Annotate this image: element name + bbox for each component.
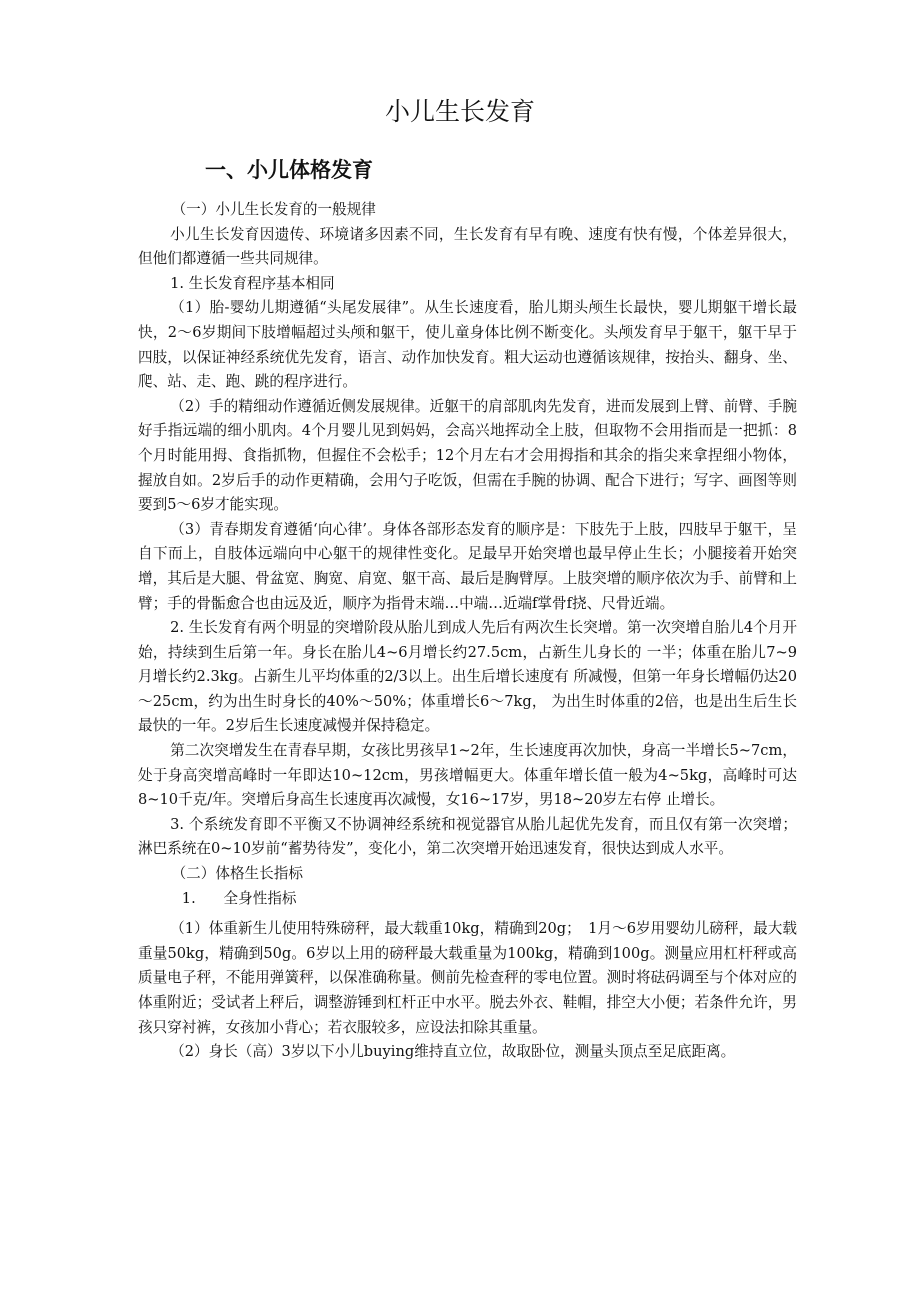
subsection-heading: （二）体格生长指标 <box>171 865 303 883</box>
section-heading: 一、小儿体格发育 <box>205 157 373 182</box>
paragraph: （1）体重新生儿使用特殊磅秤，最大载重10kg，精确到20g； 1月～6岁用婴幼儿磅秤，最大载重量50kg，精确到50g。6岁以上用的磅秤最大载重量为100kg，精确到100g。测量应用杠杆秤或高质量电子秤，不能用弹簧秤，以保准确称量。侧前先检查秤的零电位置。测时将砝码调至与个体对应的体重附近；受试者上秤后，调整游锤到杠杆正中水平。脱去外衣、鞋帽，排空大小便；若条件允许，男孩只穿衬裤，女孩加小背心；若衣服较多，应设法扣除其重量。 <box>138 920 797 1036</box>
paragraph: （2）手的精细动作遵循近侧发展规律。近躯干的肩部肌肉先发育，进而发展到上臂、前臂、手腕好手指远端的细小肌肉。4个月婴儿见到妈妈，会高兴地挥动全上肢，但取物不会用指而是一把抓：8个月时能用拇、食指抓物，但握住不会松手；12个月左右才会用拇指和其余的指尖来拿捏细小物体，握放自如。2岁后手的动作更精确，会用勺子吃饭，但需在手腕的协调、配合下进行；写字、画图等则要到5～6岁才能实现。 <box>138 397 797 514</box>
paragraph: 小儿生长发育因遗传、环境诸多因素不同，生长发育有早有晚、速度有快有慢，个体差异很大，但他们都遵循一些共同规律。 <box>138 225 797 268</box>
paragraph: （1）胎-婴幼儿期遵循“头尾发展律”。从生长速度看，胎儿期头颅生长最快，婴儿期躯干增长最快，2～6岁期间下肢增幅超过头颅和躯干，使儿童身体比例不断变化。头颅发育早于躯干，躯干早于四肢，以保证神经系统优先发育，语言、动作加快发育。粗大运动也遵循该规律，按抬头、翻身、坐、爬、站、走、跑、跳的程序进行。 <box>138 299 797 391</box>
paragraph: （2）身长（高）3岁以下小儿buying维持直立位，故取卧位，测量头顶点至足底距离。 <box>170 1043 736 1061</box>
paragraph: 3. 个系统发育即不平衡又不协调神经系统和视觉器官从胎儿起优先发育，而且仅有第一次突增；淋巴系统在0~10岁前“蓄势待发”，变化小，第二次突增开始迅速发育，很快达到成人水平。 <box>138 815 797 858</box>
document-body <box>138 198 797 1065</box>
paragraph: （3）青春期发育遵循‘向心律’。身体各部形态发育的顺序是：下肢先于上肢，四肢早于躯干，呈自下而上，自肢体远端向中心躯干的规律性变化。足最早开始突增也最早停止生长；小腿接着开始突增，其后是大腿、骨盆宽、胸宽、肩宽、躯干高、最后是胸臂厚。上肢突增的顺序依次为手、前臂和上臂；手的骨骺愈合也由远及近，顺序为指骨末端…中端…近端f掌骨f挠、尺骨近端。 <box>138 520 797 612</box>
paragraph: 第二次突增发生在青春早期，女孩比男孩早1~2年，生长速度再次加快，身高一半增长5~7cm，处于身高突增高峰时一年即达10~12cm，男孩增幅更大。体重年增长值一般为4~5kg，高峰时可达8~10千克/年。突增后身高生长速度再次减慢，女16~17岁，男18~20岁左右停 止增长。 <box>138 742 797 809</box>
paragraph: 2. 生长发育有两个明显的突增阶段从胎儿到成人先后有两次生长突增。第一次突增自胎儿4个月开始，持续到生后第一年。身长在胎儿4~6月增长约27.5cm，占新生儿身长的 一半；体重在胎儿7~9月增长约2.3kg。占新生儿平均体重的2/3以上。出生后增长速度有 所减慢，但第一年身长增幅仍达20～25cm，约为出生时身长的40%～50%；体重增长6～7kg， 为出生时体重的2倍，也是出生后生长最快的一年。2岁后生长速度减慢并保持稳定。 <box>138 619 797 735</box>
page-title: 小儿生长发育 <box>384 97 535 126</box>
paragraph: 1. 生长发育程序基本相同 <box>170 274 335 292</box>
subsection-heading: （一）小儿生长发育的一般规律 <box>171 201 376 218</box>
list-item-heading: 1. 全身性指标 <box>181 889 297 907</box>
